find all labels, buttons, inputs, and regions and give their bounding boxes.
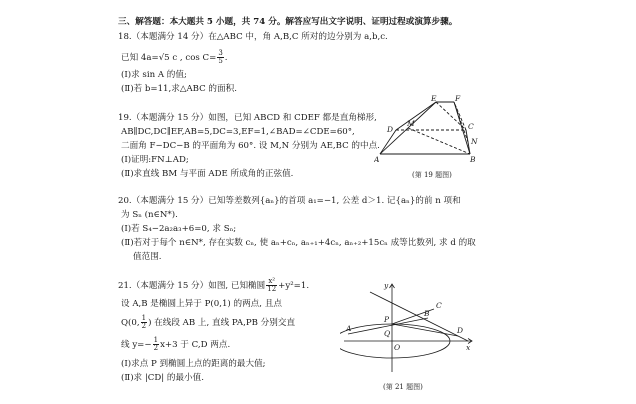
label-b: B (424, 309, 430, 318)
problem-20-heading: 20.（本题满分 15 分）已知等差数列{aₙ}的首项 a₁=−1, 公差 d＞1. 记{aₙ}的前 n 项和 (118, 196, 461, 206)
problem-19-line-3: 二面角 F−DC−B 的平面角为 60°. 设 M,N 分别为 AE,BC 的中点. (121, 141, 380, 151)
line-3-start: Q(0, (121, 318, 140, 328)
fraction-denominator: 12 (267, 285, 277, 293)
label-d: D (457, 326, 464, 335)
label-a: A (374, 155, 380, 164)
problem-21-part-1: (Ⅰ)求点 P 到椭圆上点的距离的最大值; (121, 359, 266, 369)
heading-end: +y²=1. (278, 281, 310, 291)
label-x: x (466, 343, 471, 352)
label-b: B (470, 155, 476, 164)
problem-20-part-2: (Ⅱ)若对于每个 n∈N*, 存在实数 cₙ, 使 aₙ+cₙ, aₙ₊₁+4cₙ, aₙ₊₂+15cₙ 成等比数列, 求 d 的取 (121, 238, 476, 248)
given-text: 已知 4a=√5 c , cos C= (121, 53, 217, 63)
label-o: O (394, 343, 401, 352)
problem-20-line-2: 为 Sₙ (n∈N*). (121, 210, 178, 220)
problem-18-heading: 18.（本题满分 14 分）在△ABC 中，角 A,B,C 所对的边分别为 a,b,c. (118, 32, 388, 42)
problem-20-part-1: (Ⅰ)若 S₄−2a₂a₃+6=0, 求 Sₙ; (121, 224, 237, 234)
label-c: C (436, 301, 442, 310)
problem-19-heading: 19.（本题满分 15 分）如图，已知 ABCD 和 CDEF 都是直角梯形, (118, 113, 377, 123)
fraction-numerator: x² (266, 278, 277, 286)
fraction-denominator: 5 (218, 57, 223, 65)
segment-bm (408, 128, 470, 154)
ellipse-fraction (266, 278, 277, 293)
figure-19-caption: (第 19 题图) (412, 171, 452, 179)
label-n: N (471, 137, 478, 146)
problem-21-heading (118, 278, 309, 294)
line-4-end: x+3 于 C,D 两点. (160, 340, 231, 350)
fraction-numerator: 1 (153, 336, 159, 344)
problem-20-part-2-end: 值范围. (133, 252, 162, 262)
problem-19-part-1: (Ⅰ)证明:FN⊥AD; (121, 155, 189, 165)
fraction-denominator: 2 (153, 344, 159, 352)
edge-de (396, 102, 436, 130)
heading-text: 21.（本题满分 15 分）如图, 已知椭圆 (118, 281, 266, 291)
slope-fraction (153, 337, 159, 352)
fraction-denominator: 2 (141, 322, 147, 330)
problem-18-part-1: (Ⅰ)求 sin A 的值; (121, 70, 187, 80)
label-p: P (384, 315, 390, 324)
figure-21-ellipse (340, 278, 478, 376)
problem-18-part-2: (Ⅱ)若 b=11,求△ABC 的面积. (121, 84, 237, 94)
cos-c-fraction (217, 50, 223, 65)
figure-19-solid (374, 94, 486, 166)
label-y: y (384, 281, 389, 290)
problem-21-part-2: (Ⅱ)求 |CD| 的最小值. (121, 373, 204, 383)
fraction-numerator: 1 (141, 314, 147, 322)
q-fraction (141, 315, 147, 330)
problem-21-line-2: 设 A,B 是椭圆上异于 P(0,1) 的两点, 且点 (121, 299, 282, 309)
problem-19-line-2: AB∥DC,DC∥EF,AB=5,DC=3,EF=1,∠BAD=∠CDE=60°, (121, 127, 355, 137)
label-q: Q (384, 329, 391, 338)
edge-cf (454, 102, 466, 130)
given-end: . (224, 53, 228, 63)
problem-19-part-2: (Ⅱ)求直线 BM 与平面 ADE 所成角的正弦值. (121, 169, 294, 179)
fraction-numerator: 3 (218, 49, 223, 57)
section-header: 三、解答题：本大题共 5 小题，共 74 分。解答应写出文字说明、证明过程或演算步骤。 (118, 17, 458, 27)
label-f: F (455, 94, 461, 103)
label-m: M (407, 119, 415, 128)
label-c: C (468, 122, 474, 131)
label-e: E (431, 94, 437, 103)
figure-21-caption: (第 21 题图) (383, 383, 423, 391)
label-d: D (387, 125, 394, 134)
line-3-end: ) 在线段 AB 上, 直线 PA,PB 分别交直 (148, 318, 296, 328)
label-a: A (346, 324, 352, 333)
segment-fn (454, 102, 468, 142)
problem-21-line-4 (121, 337, 230, 353)
problem-21-line-3 (121, 315, 295, 331)
problem-18-given (121, 50, 228, 66)
line-4-start: 线 y=− (121, 340, 152, 350)
line-pd (392, 324, 458, 336)
